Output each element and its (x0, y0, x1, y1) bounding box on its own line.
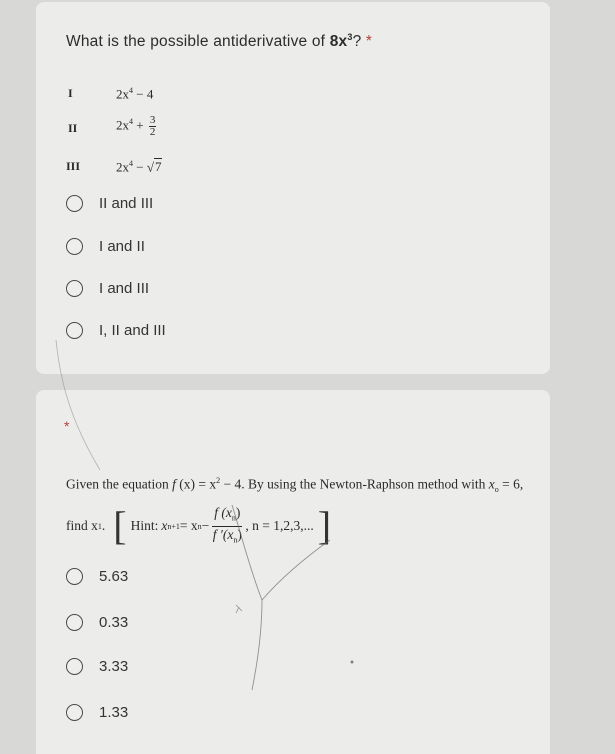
q2-option-1[interactable] (66, 568, 128, 585)
hint-denominator (212, 527, 242, 548)
hint-eq-sub: n (197, 521, 202, 531)
option-label: I, II and III (99, 322, 166, 339)
q2-exp: 2 (216, 476, 221, 485)
expr-exp: 4 (129, 117, 133, 127)
statement-expression (116, 159, 162, 175)
q1-option-3[interactable] (66, 280, 149, 297)
option-label: 3.33 (99, 658, 129, 675)
q2-f: f (172, 476, 176, 492)
statement-expression (116, 86, 153, 102)
fraction (149, 115, 157, 138)
hint-lhs: x (161, 518, 168, 534)
find-label: find x (66, 518, 98, 534)
q2-prefix: Given the equation (66, 476, 173, 492)
q2-x0: x (488, 476, 495, 492)
radio-button[interactable] (66, 614, 83, 631)
option-label: 1.33 (99, 704, 129, 721)
question-2-text (66, 476, 523, 494)
statement-numeral: II (68, 121, 78, 135)
required-asterisk: * (365, 33, 373, 51)
radio-button[interactable] (66, 704, 83, 721)
hint-num-end: ) (235, 505, 241, 520)
right-bracket: ] (317, 503, 332, 549)
expr-base: 2x (116, 117, 129, 133)
q2-after: − 4. By using the Newton-Raphson method with (220, 476, 489, 492)
expr-base: 2x (116, 159, 129, 175)
expr-op: − √ (133, 159, 154, 175)
q2-x0-sub: o (494, 485, 499, 495)
hint-label: Hint: (130, 518, 159, 534)
q2-eq: (x) = x (175, 476, 217, 492)
expr-exp: 4 (129, 159, 133, 168)
expr-base: 2x (116, 86, 129, 102)
expr-op: + (133, 117, 147, 133)
expr-exp: 4 (129, 86, 133, 95)
hint-lhs-sub: n+1 (167, 521, 180, 531)
sqrt-argument: 7 (154, 159, 162, 175)
hint-minus: − (201, 518, 210, 534)
left-bracket: [ (113, 503, 127, 549)
q1-option-4[interactable] (66, 322, 166, 339)
question-1-expr-base: 8x (329, 33, 348, 51)
q2-option-3[interactable] (66, 658, 128, 675)
radio-button[interactable] (66, 568, 83, 585)
question-1-title-text: What is the possible antiderivative of (66, 33, 330, 51)
radio-button[interactable] (66, 238, 83, 255)
fraction-numerator: 3 (149, 114, 156, 126)
question-2-hint-line (66, 505, 335, 547)
statement-numeral: I (68, 86, 73, 100)
statement-numeral: III (66, 159, 81, 173)
hint-fraction (212, 505, 242, 547)
hint-den-text: f ′(x (212, 526, 234, 542)
fraction-denominator: 2 (149, 126, 156, 138)
question-card-2 (36, 390, 550, 754)
radio-button[interactable] (66, 280, 83, 297)
option-label: 0.33 (99, 614, 129, 631)
radio-button[interactable] (66, 322, 83, 339)
q2-end: = 6, (498, 476, 524, 492)
option-label: I and II (99, 238, 145, 255)
q2-option-4[interactable] (66, 704, 128, 721)
q1-option-2[interactable] (66, 238, 145, 255)
expr-rest: − 4 (133, 86, 154, 102)
question-1-title-suffix: ? (352, 33, 366, 51)
option-label: II and III (99, 195, 154, 212)
question-1-title (66, 32, 372, 51)
statement-expression (116, 115, 156, 138)
question-card-1 (36, 2, 550, 374)
find-end: . (101, 518, 106, 534)
hint-numerator (212, 505, 242, 527)
q1-option-1[interactable] (66, 195, 153, 212)
hint-num-text: f (x (214, 505, 232, 520)
radio-button[interactable] (66, 658, 83, 675)
option-label: I and III (99, 280, 150, 297)
hint-eq: = x (179, 518, 198, 534)
hint-num-sub: n (231, 513, 236, 523)
question-1-expr-exp: 3 (347, 32, 353, 42)
find-sub: 1 (97, 521, 102, 531)
q2-option-2[interactable] (66, 614, 128, 631)
question-1-expression (330, 33, 353, 50)
hint-den-sub: n (233, 535, 238, 545)
hint-tail: , n = 1,2,3,... (245, 518, 314, 534)
hint-den-end: ) (237, 526, 242, 542)
option-label: 5.63 (99, 568, 129, 585)
radio-button[interactable] (66, 195, 83, 212)
required-asterisk: * (64, 418, 70, 434)
